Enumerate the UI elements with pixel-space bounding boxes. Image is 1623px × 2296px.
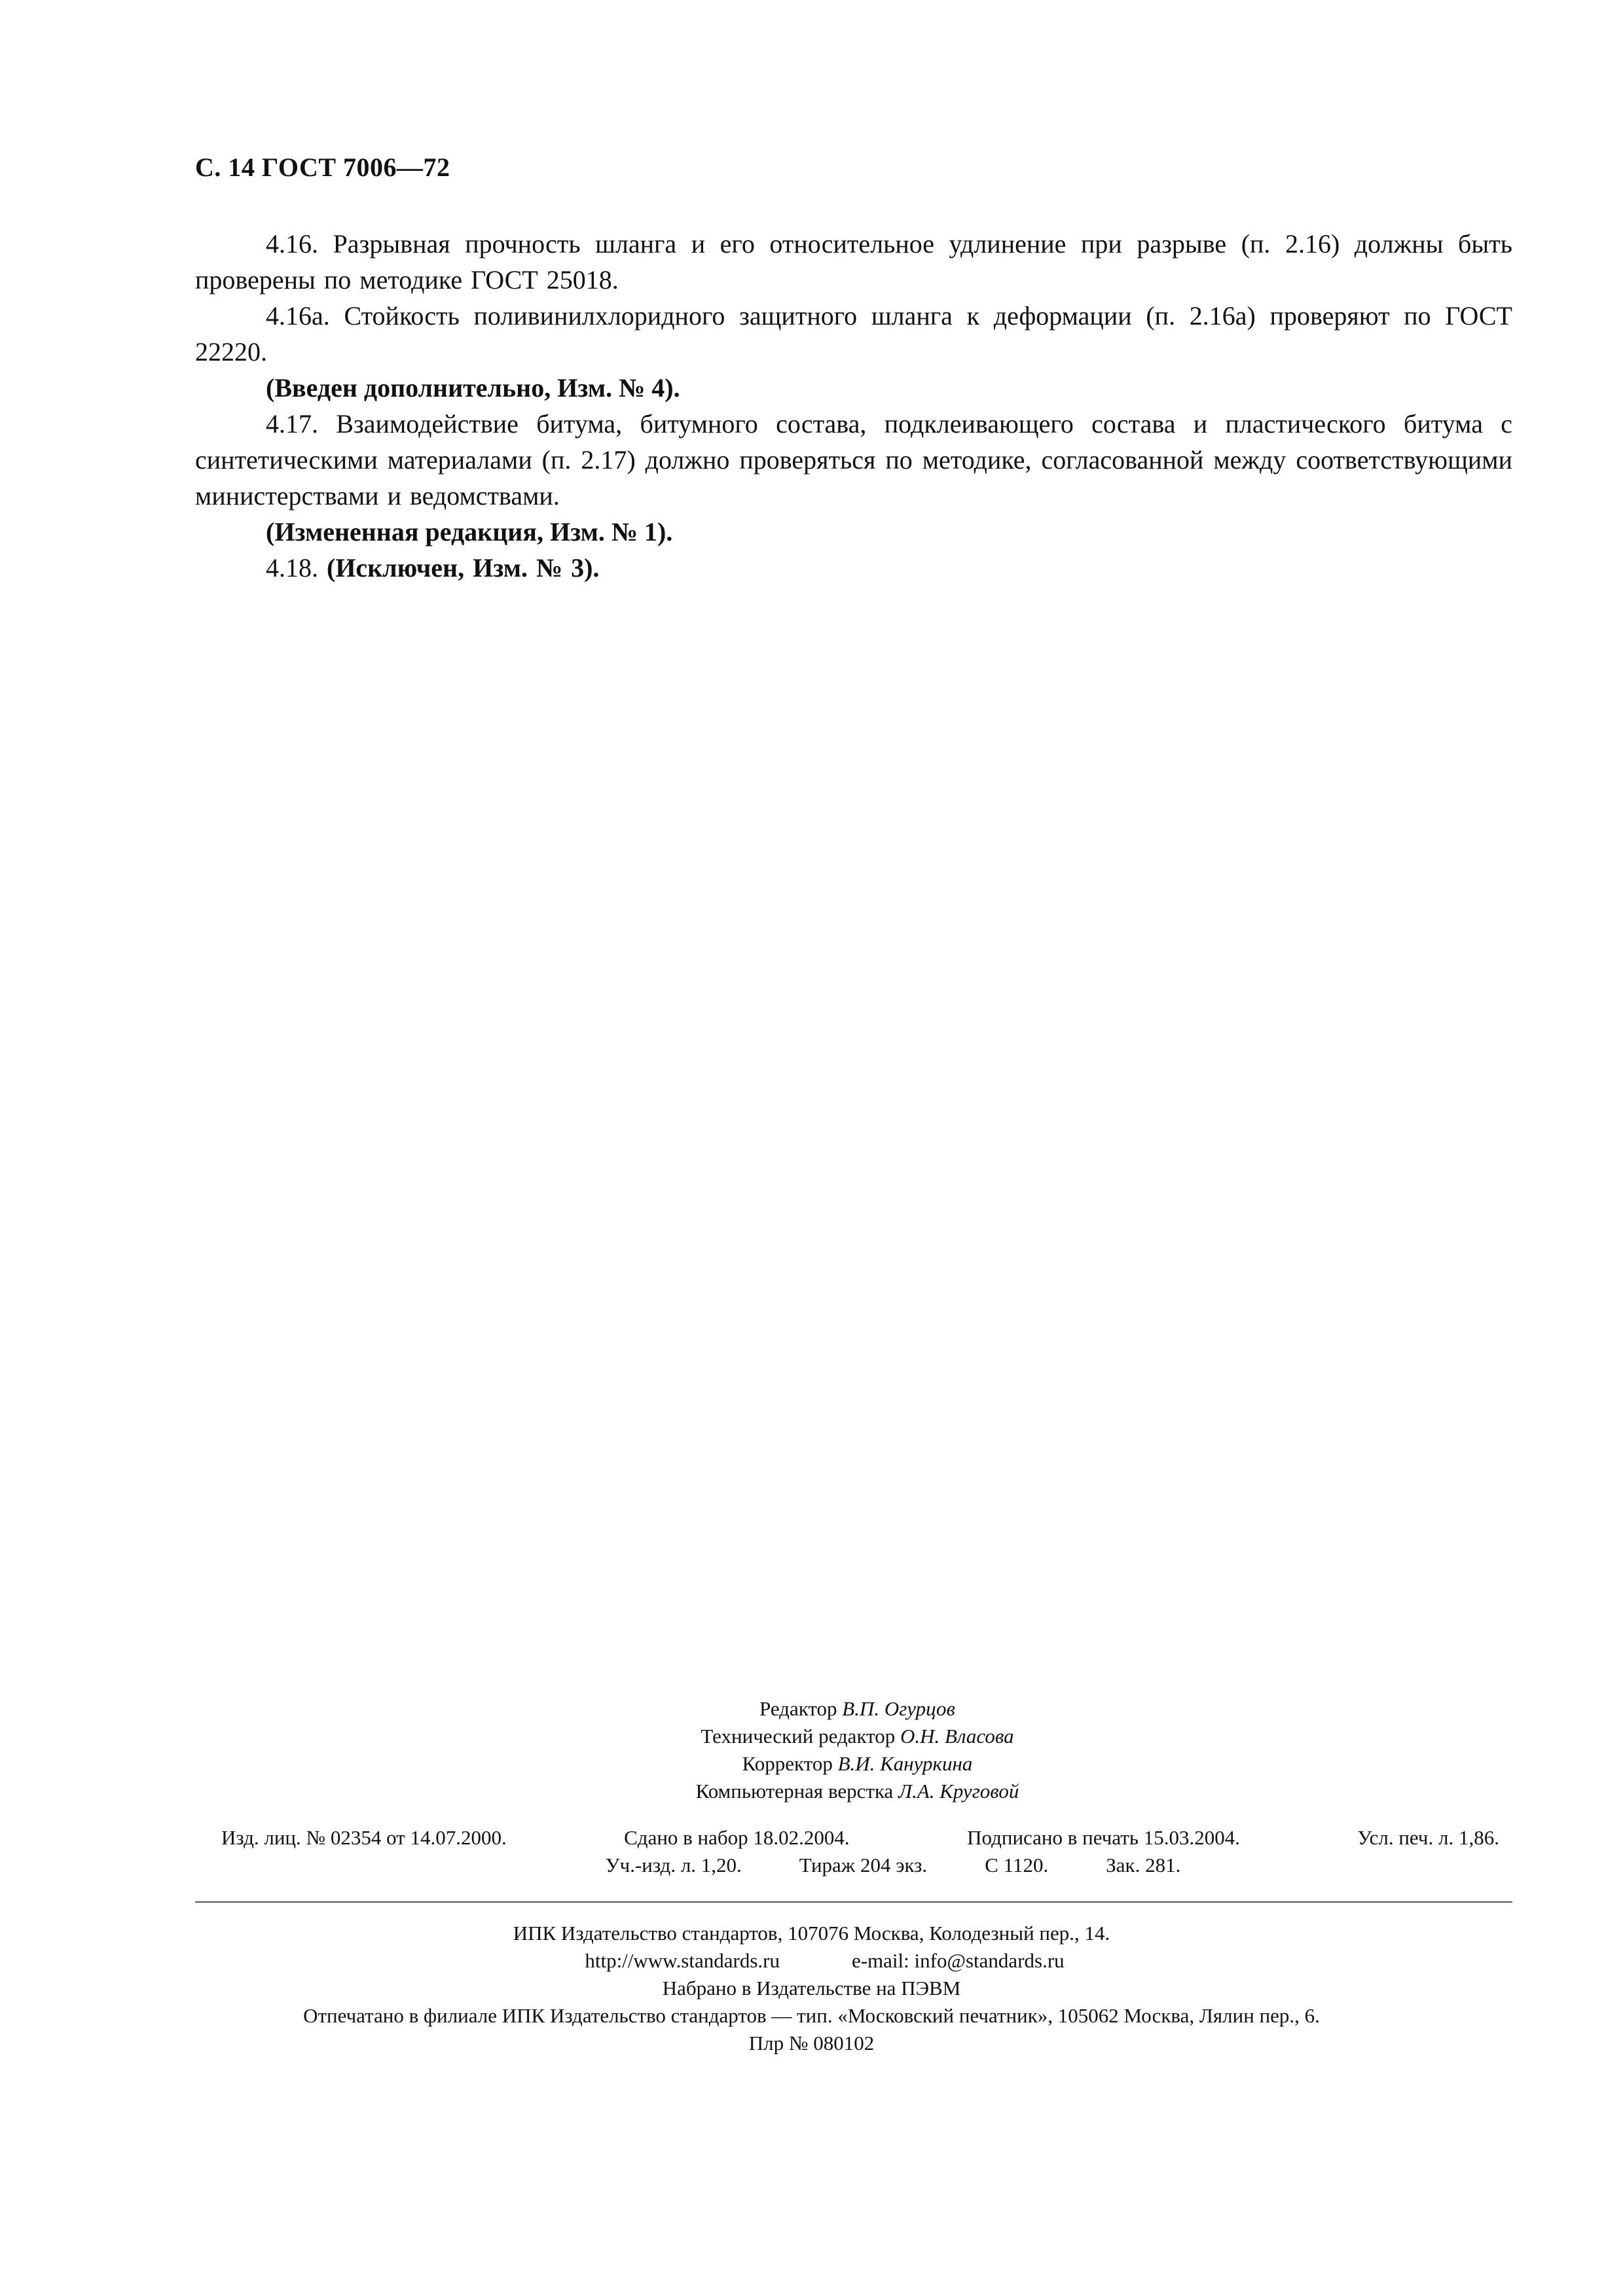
credit-editor (92, 1695, 1623, 1723)
paragraph-4-17: 4.17. Взаимодействие битума, битумного состава, подклеивающего состава и пластического битума с синтетическими материалами (п. 2.17) должно проверяться по методике, согласованной между соответствующими министерствами и ведомствами. (195, 409, 1512, 511)
paragraph-4-16a: 4.16а. Стойкость поливинилхлоридного защитного шланга к деформации (п. 2.16а) проверяют по ГОСТ 22220. (195, 301, 1512, 367)
page-header: С. 14 ГОСТ 7006—72 (195, 152, 450, 182)
credit-proofreader-name: В.И. Кануркина (837, 1752, 973, 1775)
amendment-note-4-16a: (Введен дополнительно, Изм. № 4). (266, 373, 680, 403)
imprint-typeset-date: Сдано в набор 18.02.2004. (624, 1826, 850, 1849)
imprint-license: Изд. лиц. № 02354 от 14.07.2000. (221, 1826, 507, 1849)
imprint-print-sheets: Усл. печ. л. 1,86. (1357, 1826, 1499, 1849)
imprint-line-1 (195, 1824, 1512, 1852)
divider-line (195, 1901, 1512, 1903)
imprint-print-date: Подписано в печать 15.03.2004. (967, 1826, 1240, 1849)
publisher-typeset-note: Набрано в Издательстве на ПЭВМ (662, 1977, 961, 2000)
paragraph-4-18-note: (Исключен, Изм. № 3). (327, 553, 600, 583)
credit-tech-editor-name: О.Н. Власова (900, 1725, 1014, 1748)
credit-layout (92, 1778, 1623, 1805)
amendment-note-4-17: (Измененная редакция, Изм. № 1). (266, 517, 673, 547)
credits-block (0, 1695, 1623, 1805)
credit-editor-name: В.П. Огурцов (842, 1697, 955, 1720)
credit-proofreader (92, 1750, 1623, 1778)
imprint-pub-sheets: Уч.-изд. л. 1,20. (605, 1854, 742, 1876)
credit-layout-name: Л.А. Круговой (898, 1780, 1019, 1803)
paragraph-4-18 (195, 550, 1512, 586)
credit-tech-editor-label: Технический редактор (701, 1725, 896, 1748)
publisher-plr: Плр № 080102 (748, 2032, 875, 2054)
imprint-block (195, 1824, 1512, 1879)
publisher-printed-note: Отпечатано в филиале ИПК Издательство стандартов — тип. «Московский печатник», 105062 Москва, Лялин пер., 6. (303, 2004, 1320, 2027)
publisher-block (0, 1920, 1623, 2057)
credit-layout-label: Компьютерная верстка (695, 1780, 894, 1803)
imprint-order: Зак. 281. (1106, 1854, 1181, 1876)
document-body (195, 226, 1512, 586)
paragraph-4-16: 4.16. Разрывная прочность шланга и его относительное удлинение при разрыве (п. 2.16) должны быть проверены по методике ГОСТ 25018. (195, 229, 1512, 295)
publisher-contacts (26, 1947, 1623, 1975)
credit-tech-editor (92, 1723, 1623, 1750)
imprint-code: С 1120. (985, 1854, 1049, 1876)
credit-proofreader-label: Корректор (742, 1752, 833, 1775)
paragraph-4-18-number: 4.18. (266, 553, 318, 583)
publisher-website: http://www.standards.ru (585, 1949, 780, 1972)
credit-editor-label: Редактор (759, 1697, 837, 1720)
imprint-line-2 (274, 1852, 1512, 1879)
publisher-address: ИПК Издательство стандартов, 107076 Москва, Колодезный пер., 14. (513, 1922, 1110, 1945)
publisher-email: e-mail: info@standards.ru (851, 1949, 1065, 1972)
imprint-circulation: Тираж 204 экз. (799, 1854, 928, 1876)
